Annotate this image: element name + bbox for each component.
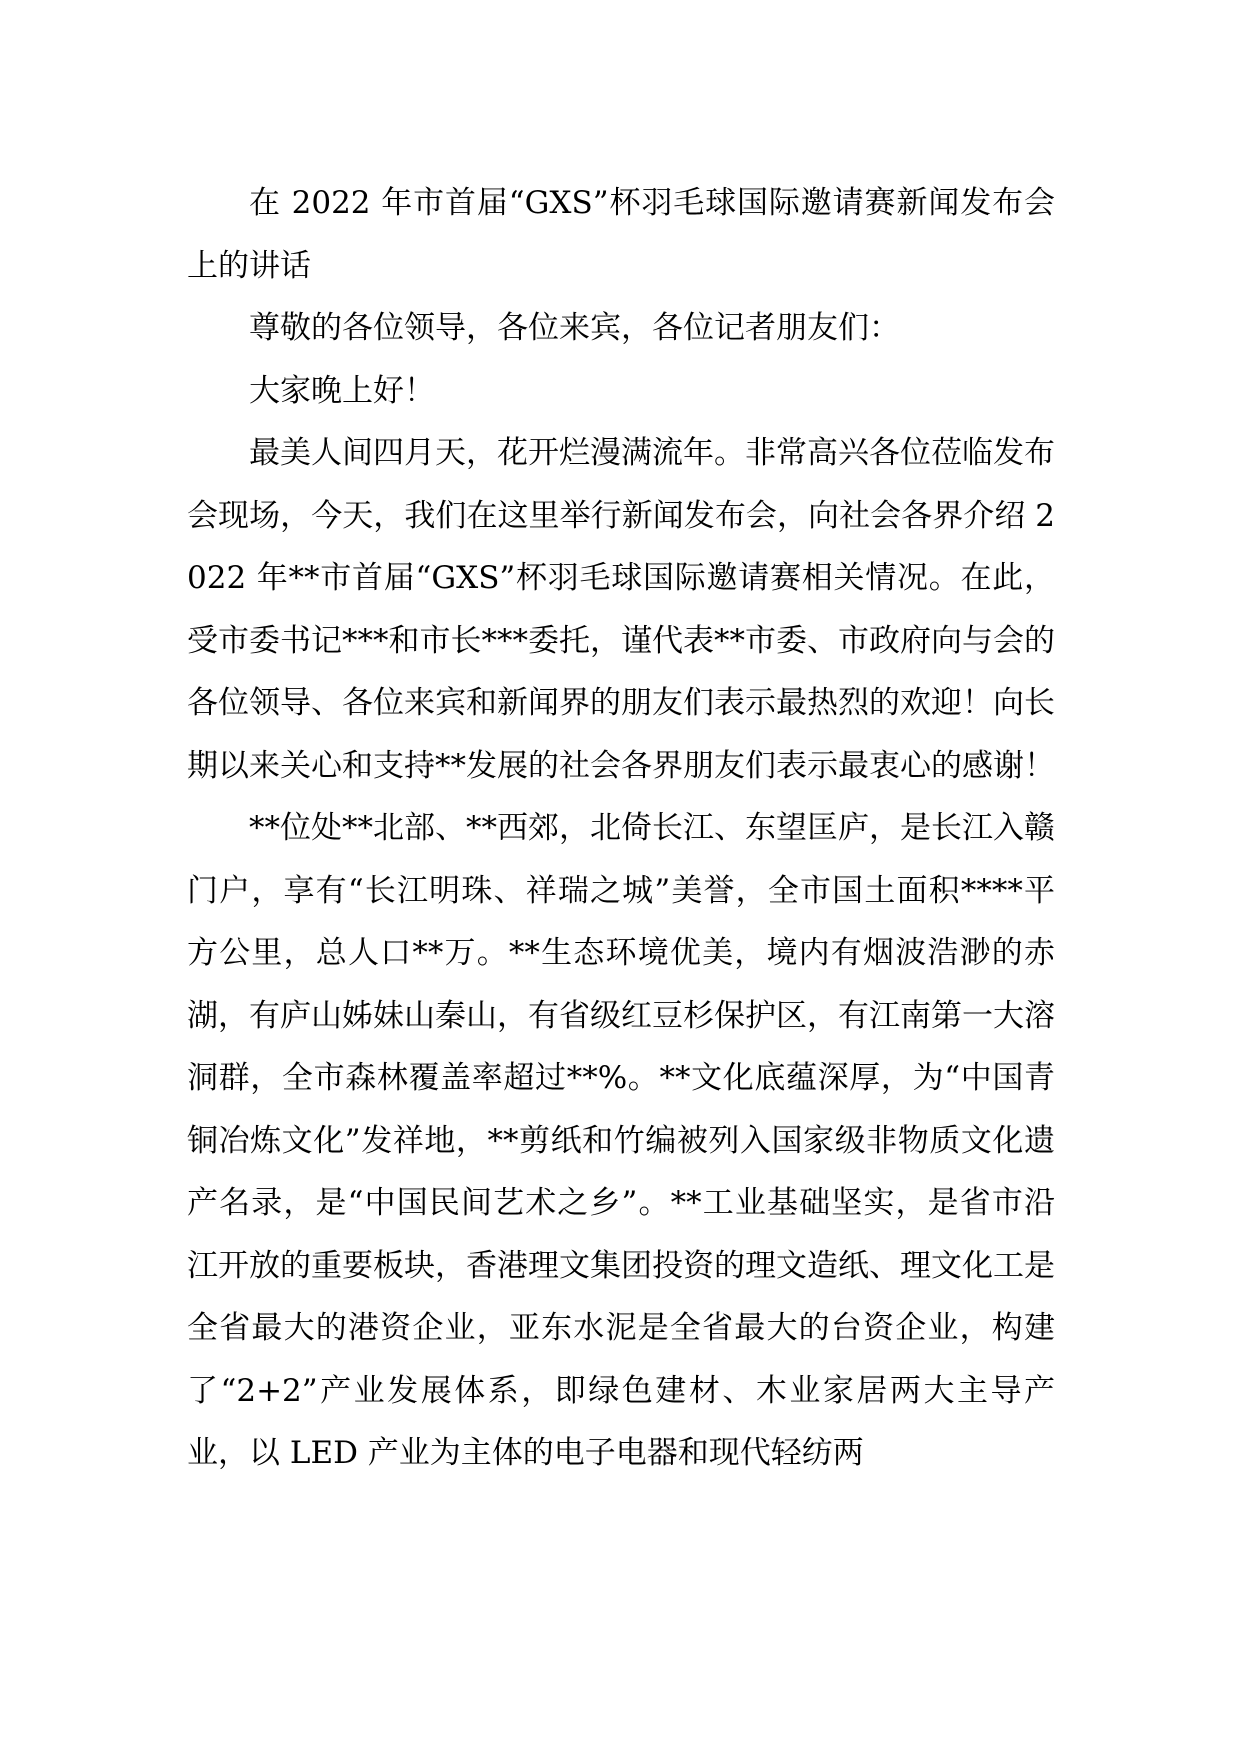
body-paragraph-1: 最美人间四月天，花开烂漫满流年。非常高兴各位莅临发布会现场，今天，我们在这里举行新闻发布会，向社会各界介绍 2022 年**市首届“GXS”杯羽毛球国际邀请赛相关情况。在此，受市委书记***和市长***委托，谨代表**市委、市政府向与会的各位领导、各位来宾和新闻界的朋友们表示最热烈的欢迎！向长期以来关心和支持**发展的社会各界朋友们表示最衷心的感谢！ xyxy=(187,435,1055,784)
greeting: 大家晚上好！ xyxy=(249,372,435,409)
document-page xyxy=(187,172,1055,1485)
document-title: 在 2022 年市首届“GXS”杯羽毛球国际邀请赛新闻发布会上的讲话 xyxy=(187,185,1055,284)
salutation: 尊敬的各位领导，各位来宾，各位记者朋友们： xyxy=(249,310,900,346)
body-paragraph-2: **位处**北部、**西郊，北倚长江、东望匡庐，是长江入赣门户，享有“长江明珠、祥瑞之城”美誉，全市国土面积****平方公里，总人口**万。**生态环境优美，境内有烟波浩渺的赤湖，有庐山姊妹山秦山，有省级红豆杉保护区，有江南第一大溶洞群，全市森林覆盖率超过**%。**文化底蕴深厚，为“中国青铜冶炼文化”发祥地，**剪纸和竹编被列入国家级非物质文化遗产名录，是“中国民间艺术之乡”。**工业基础坚实，是省市沿江开放的重要板块，香港理文集团投资的理文造纸、理文化工是全省最大的港资企业，亚东水泥是全省最大的台资企业，构建了“2+2”产业发展体系，即绿色建材、木业家居两大主导产业，以 LED 产业为主体的电子电器和现代轻纺两 xyxy=(187,810,1055,1471)
